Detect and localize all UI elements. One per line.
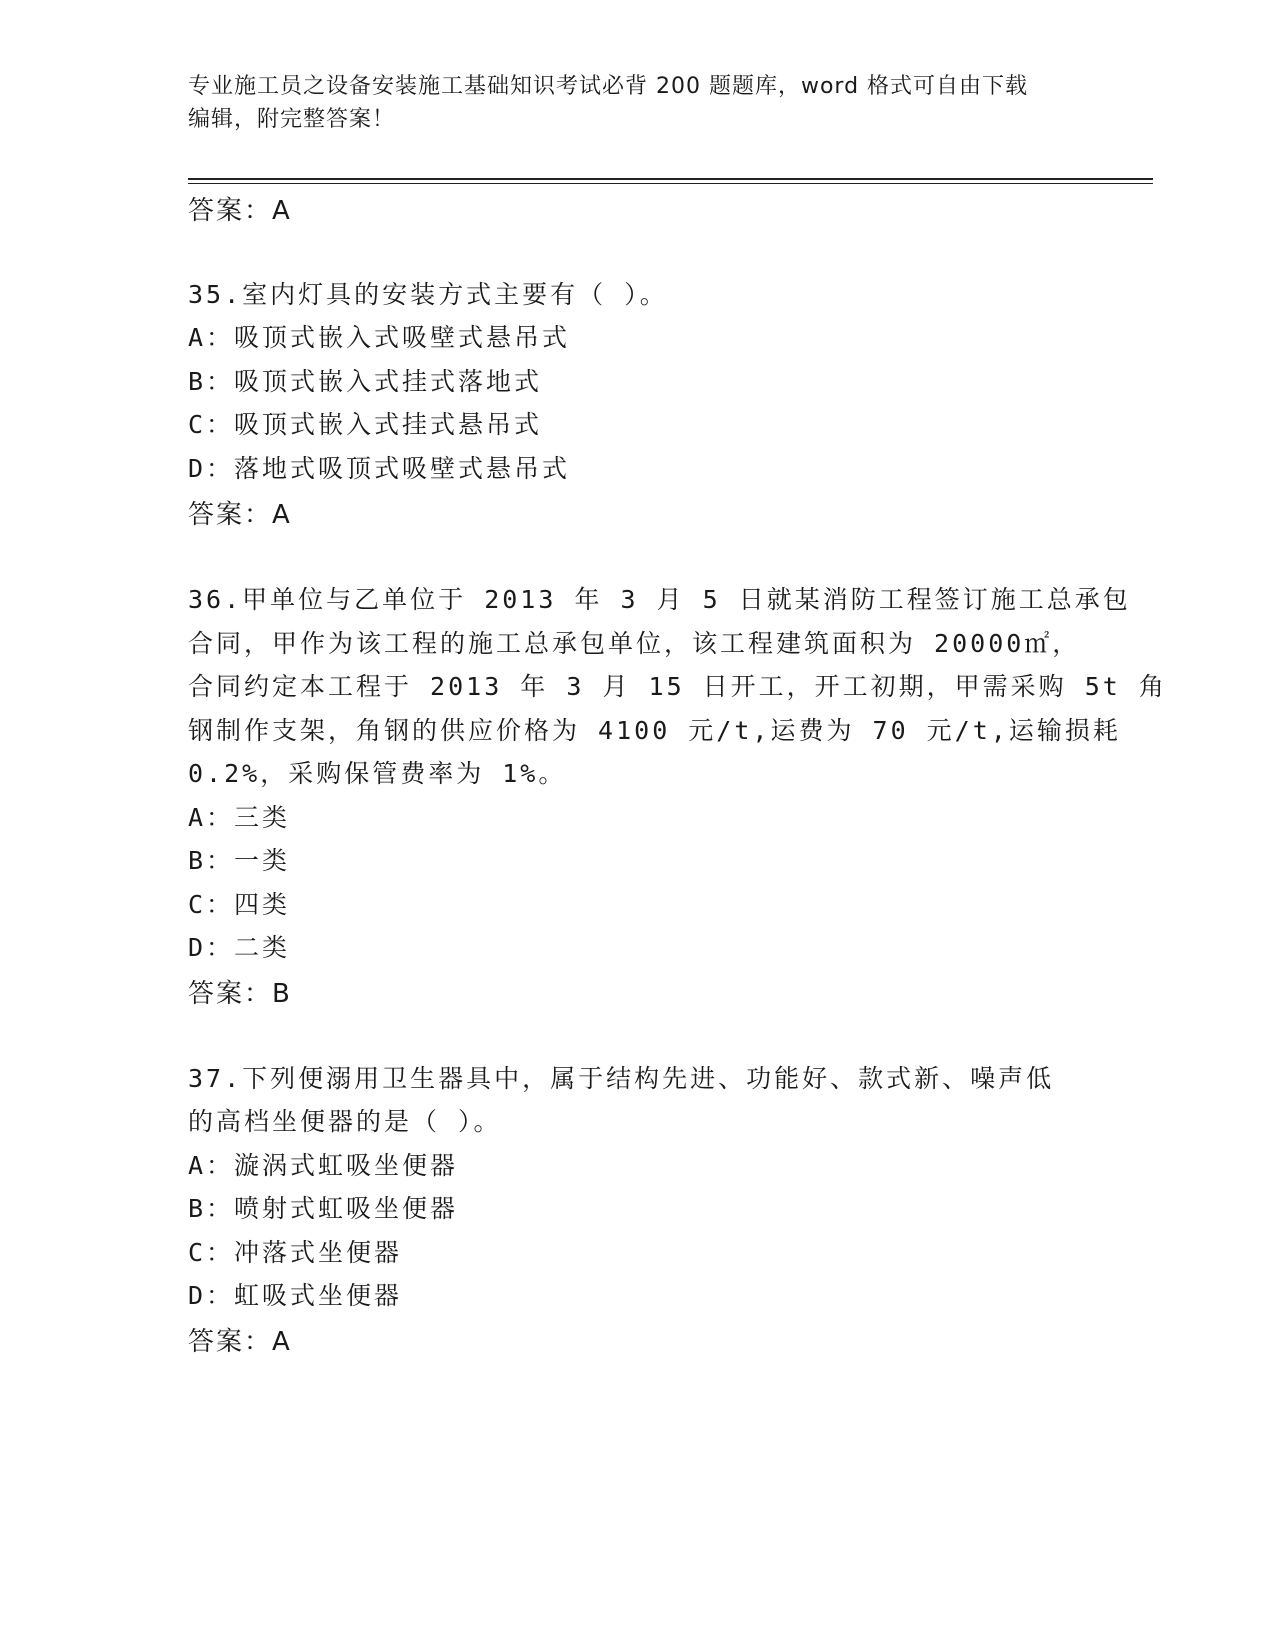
header-divider-thick	[188, 178, 1153, 180]
question-stem: 合同约定本工程于 2013 年 3 月 15 日开工，开工初期，甲需采购 5t 角	[188, 672, 1167, 701]
question-stem: 36.甲单位与乙单位于 2013 年 3 月 5 日就某消防工程签订施工总承包	[188, 585, 1131, 614]
answer-line: 答案：A	[188, 500, 292, 530]
header-line-2: 编辑，附完整答案！	[188, 107, 396, 132]
option-c: C：冲落式坐便器	[188, 1238, 403, 1267]
option-b: B：喷射式虹吸坐便器	[188, 1194, 459, 1223]
question-stem: 合同，甲作为该工程的施工总承包单位，该工程建筑面积为 20000㎡，	[188, 629, 1081, 658]
option-c: C：四类	[188, 890, 291, 919]
question-stem: 0.2%，采购保管费率为 1%。	[188, 759, 567, 788]
answer-line: 答案：A	[188, 196, 292, 226]
option-d: D：虹吸式坐便器	[188, 1281, 403, 1310]
option-a: A：漩涡式虹吸坐便器	[188, 1151, 459, 1180]
option-c: C：吸顶式嵌入式挂式悬吊式	[188, 410, 543, 439]
option-b: B：吸顶式嵌入式挂式落地式	[188, 367, 543, 396]
answer-line: 答案：B	[188, 979, 292, 1009]
option-b: B：一类	[188, 846, 291, 875]
answer-line: 答案：A	[188, 1327, 292, 1357]
question-stem: 的高档坐便器的是（ ）。	[188, 1107, 502, 1136]
option-d: D：二类	[188, 933, 291, 962]
option-a: A：三类	[188, 803, 291, 832]
question-stem: 35.室内灯具的安装方式主要有（ ）。	[188, 280, 668, 309]
document-header	[188, 70, 1068, 136]
header-divider-thin	[188, 183, 1153, 184]
header-line-1: 专业施工员之设备安装施工基础知识考试必背 200 题题库，word 格式可自由下载	[188, 74, 1029, 99]
question-stem: 37.下列便溺用卫生器具中，属于结构先进、功能好、款式新、噪声低	[188, 1064, 1055, 1093]
question-stem: 钢制作支架，角钢的供应价格为 4100 元/t,运费为 70 元/t,运输损耗	[188, 716, 1121, 745]
option-a: A：吸顶式嵌入式吸壁式悬吊式	[188, 323, 571, 352]
option-d: D：落地式吸顶式吸壁式悬吊式	[188, 454, 571, 483]
